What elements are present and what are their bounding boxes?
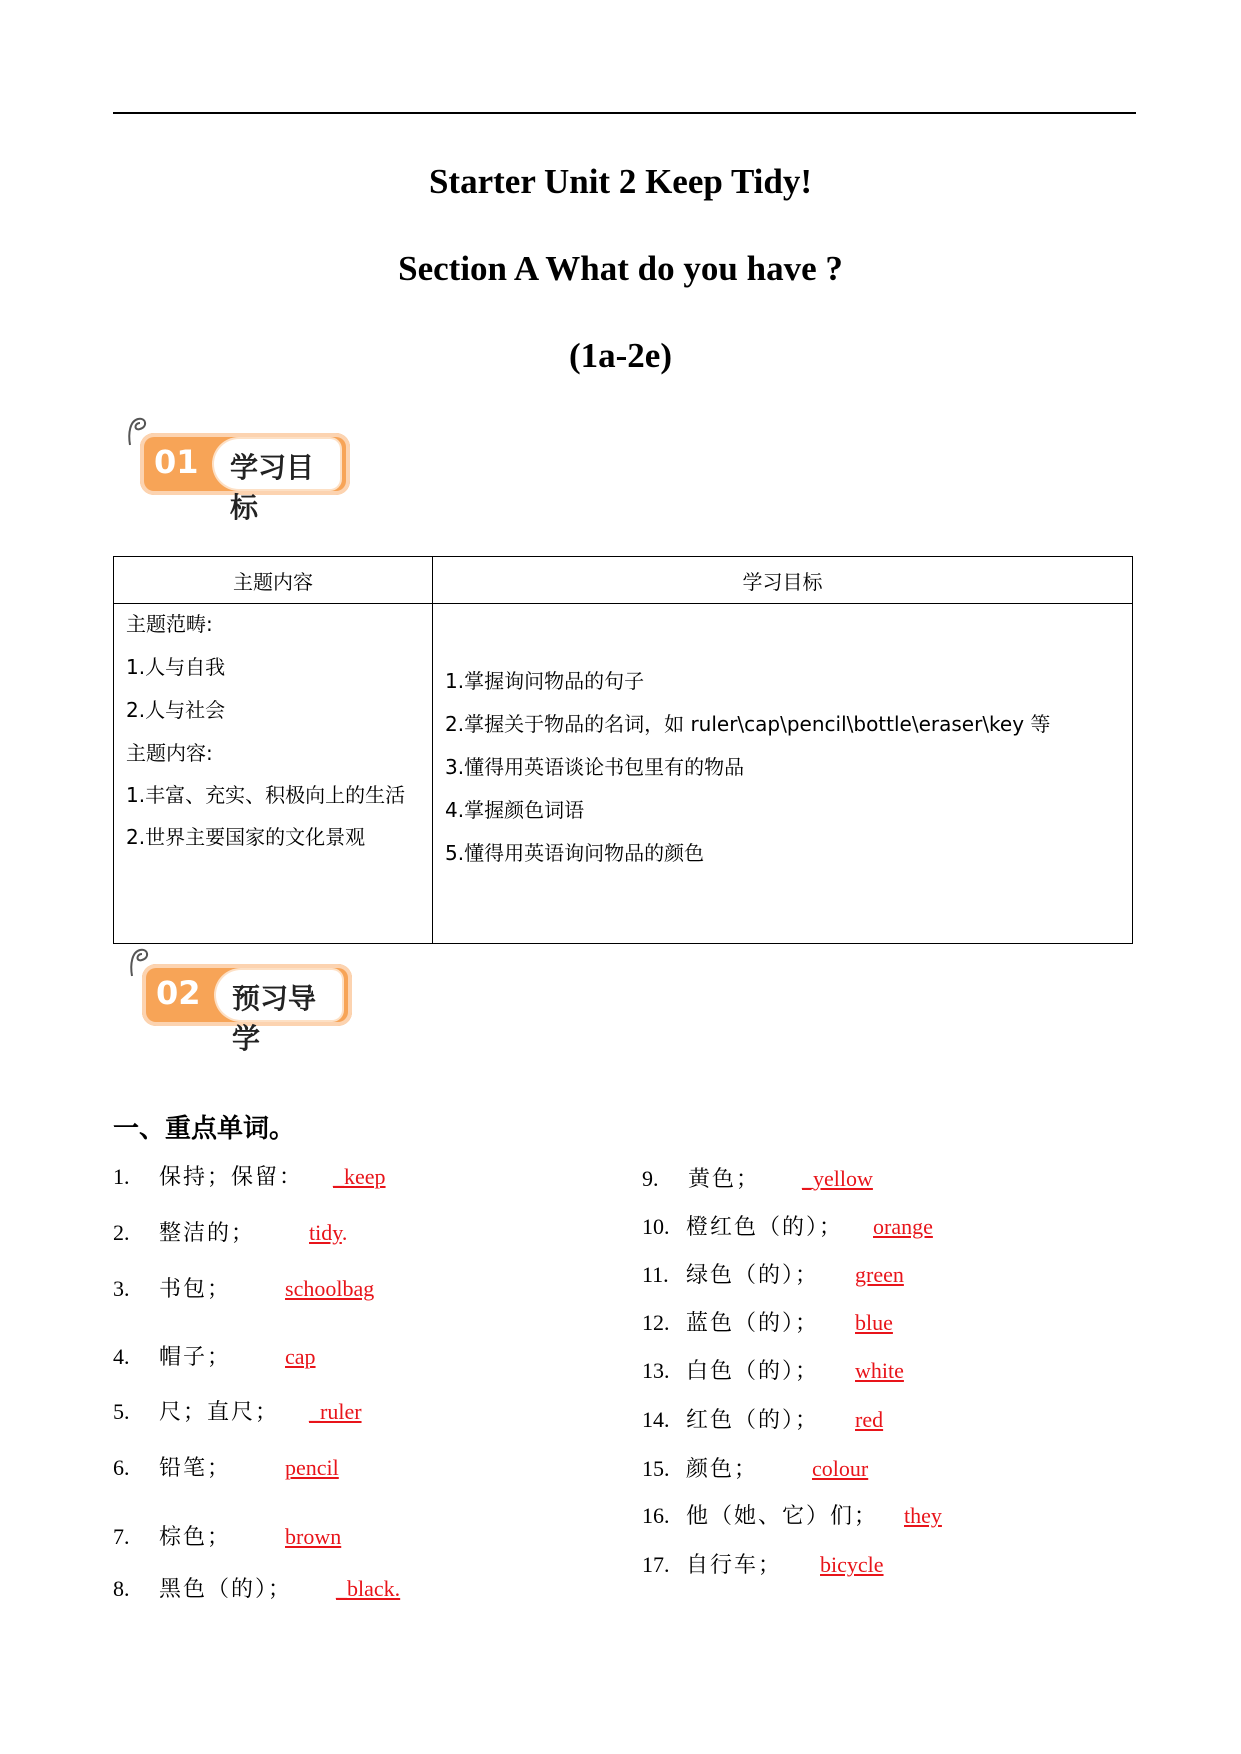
- vocab-answer: _keep: [333, 1164, 386, 1189]
- vocab-answer: orange: [873, 1214, 933, 1239]
- vocab-answer: they: [904, 1503, 942, 1528]
- badge-label: 学习目标: [230, 451, 315, 524]
- vocab-answer: green: [855, 1262, 904, 1287]
- topic-line: 1.人与自我: [126, 655, 226, 679]
- vocab-answer: _yellow: [802, 1166, 873, 1191]
- doc-range: (1a-2e): [568, 336, 672, 375]
- vocab-answer: red: [855, 1407, 884, 1432]
- vocab-number: 8.: [113, 1576, 130, 1601]
- vocab-chinese: 黄色；: [688, 1167, 761, 1192]
- vocab-number: 2.: [113, 1220, 130, 1245]
- vocab-chinese: 书包；: [159, 1277, 232, 1302]
- goal-line: 1.掌握询问物品的句子: [445, 669, 645, 693]
- header-rule: [113, 112, 1136, 114]
- vocab-item: [642, 1548, 884, 1579]
- vocab-item: [642, 1162, 873, 1193]
- vocab-answer: brown: [285, 1524, 342, 1549]
- topic-cell: [114, 604, 433, 944]
- vocab-answer: bicycle: [820, 1552, 884, 1577]
- vocab-chinese: 绿色（的）；: [686, 1263, 820, 1288]
- topic-line: 主题内容:: [126, 741, 213, 765]
- vocab-chinese: 蓝色（的）；: [686, 1311, 820, 1336]
- vocab-chinese: 黑色（的）；: [159, 1577, 293, 1602]
- vocab-number: 4.: [113, 1344, 130, 1369]
- vocab-chinese: 整洁的；: [159, 1221, 256, 1246]
- vocab-item: [113, 1272, 374, 1303]
- vocab-chinese: 自行车；: [686, 1553, 783, 1578]
- vocab-number: 10.: [642, 1214, 670, 1239]
- vocab-number: 14.: [642, 1407, 670, 1432]
- vocab-number: 9.: [642, 1166, 659, 1191]
- vocab-chinese: 棕色；: [159, 1525, 232, 1550]
- vocab-item: [113, 1451, 339, 1482]
- vocab-item: [642, 1258, 904, 1289]
- vocab-answer: _ruler: [309, 1399, 362, 1424]
- vocab-number: 12.: [642, 1310, 670, 1335]
- vocab-chinese: 橙红色（的）；: [686, 1215, 844, 1240]
- doc-title: Starter Unit 2 Keep Tidy!: [428, 162, 813, 201]
- goals-table: [113, 556, 1133, 944]
- vocab-number: 6.: [113, 1455, 130, 1480]
- vocab-chinese: 红色（的）；: [686, 1408, 820, 1433]
- vocab-item: [113, 1520, 341, 1551]
- badge-number: 02: [156, 974, 201, 1012]
- vocab-item: [642, 1499, 942, 1530]
- vocab-answer: colour: [812, 1456, 869, 1481]
- vocab-chinese: 铅笔；: [159, 1456, 232, 1481]
- vocab-item: [642, 1403, 883, 1434]
- topic-line: 主题范畴:: [126, 612, 213, 636]
- vocab-item: [113, 1160, 386, 1191]
- vocab-item: [113, 1395, 362, 1426]
- vocab-number: 1.: [113, 1164, 130, 1189]
- goal-line: 2.掌握关于物品的名词，如 ruler\cap\pencil\bottle\eraser\key 等: [445, 712, 1051, 736]
- vocab-answer-tail: .: [341, 1220, 348, 1245]
- vocab-number: 15.: [642, 1456, 670, 1481]
- vocab-number: 13.: [642, 1358, 670, 1383]
- vocab-item: [113, 1216, 347, 1247]
- section-heading: 一、重点单词。: [113, 1114, 296, 1144]
- doc-subtitle: Section A What do you have ?: [398, 249, 843, 288]
- vocab-chinese: 保持；保留：: [159, 1165, 304, 1190]
- vocab-number: 16.: [642, 1503, 670, 1528]
- vocab-answer: _black.: [336, 1576, 401, 1601]
- vocab-chinese: 白色（的）；: [686, 1359, 820, 1384]
- badge-number: 01: [154, 443, 199, 481]
- vocab-chinese: 颜色；: [686, 1457, 759, 1482]
- topic-line: 1.丰富、充实、积极向上的生活: [126, 783, 406, 807]
- topic-line: 2.人与社会: [126, 698, 226, 722]
- badge-label: 预习导学: [232, 982, 317, 1055]
- topic-line: 2.世界主要国家的文化景观: [126, 825, 366, 849]
- vocab-number: 11.: [642, 1262, 669, 1287]
- vocab-chinese: 帽子；: [159, 1345, 232, 1370]
- section-badge-01: [124, 415, 356, 524]
- vocab-answer: tidy: [309, 1220, 342, 1245]
- table-header-goal: 学习目标: [433, 557, 1133, 604]
- vocab-item: [642, 1354, 904, 1385]
- vocab-answer: pencil: [285, 1455, 339, 1480]
- vocab-item: [642, 1452, 868, 1483]
- vocab-chinese: 尺；直尺；: [159, 1400, 280, 1425]
- vocab-answer: blue: [855, 1310, 893, 1335]
- vocab-answer: schoolbag: [285, 1276, 375, 1301]
- goal-line: 3.懂得用英语谈论书包里有的物品: [445, 755, 745, 779]
- vocab-item: [642, 1306, 893, 1337]
- vocab-chinese: 他（她、它）们；: [686, 1504, 879, 1529]
- section-badge-02: [126, 946, 358, 1055]
- table-header-topic: 主题内容: [114, 557, 433, 604]
- vocab-answer: white: [855, 1358, 904, 1383]
- vocab-item: [113, 1572, 400, 1603]
- goal-cell: [433, 604, 1133, 944]
- vocab-item: [113, 1340, 316, 1371]
- vocab-number: 7.: [113, 1524, 130, 1549]
- vocab-answer: cap: [285, 1344, 316, 1369]
- vocab-number: 3.: [113, 1276, 130, 1301]
- vocab-item: [642, 1210, 933, 1241]
- vocab-number: 5.: [113, 1399, 130, 1424]
- vocab-number: 17.: [642, 1552, 670, 1577]
- goal-line: 5.懂得用英语询问物品的颜色: [445, 841, 705, 865]
- goal-line: 4.掌握颜色词语: [445, 798, 585, 822]
